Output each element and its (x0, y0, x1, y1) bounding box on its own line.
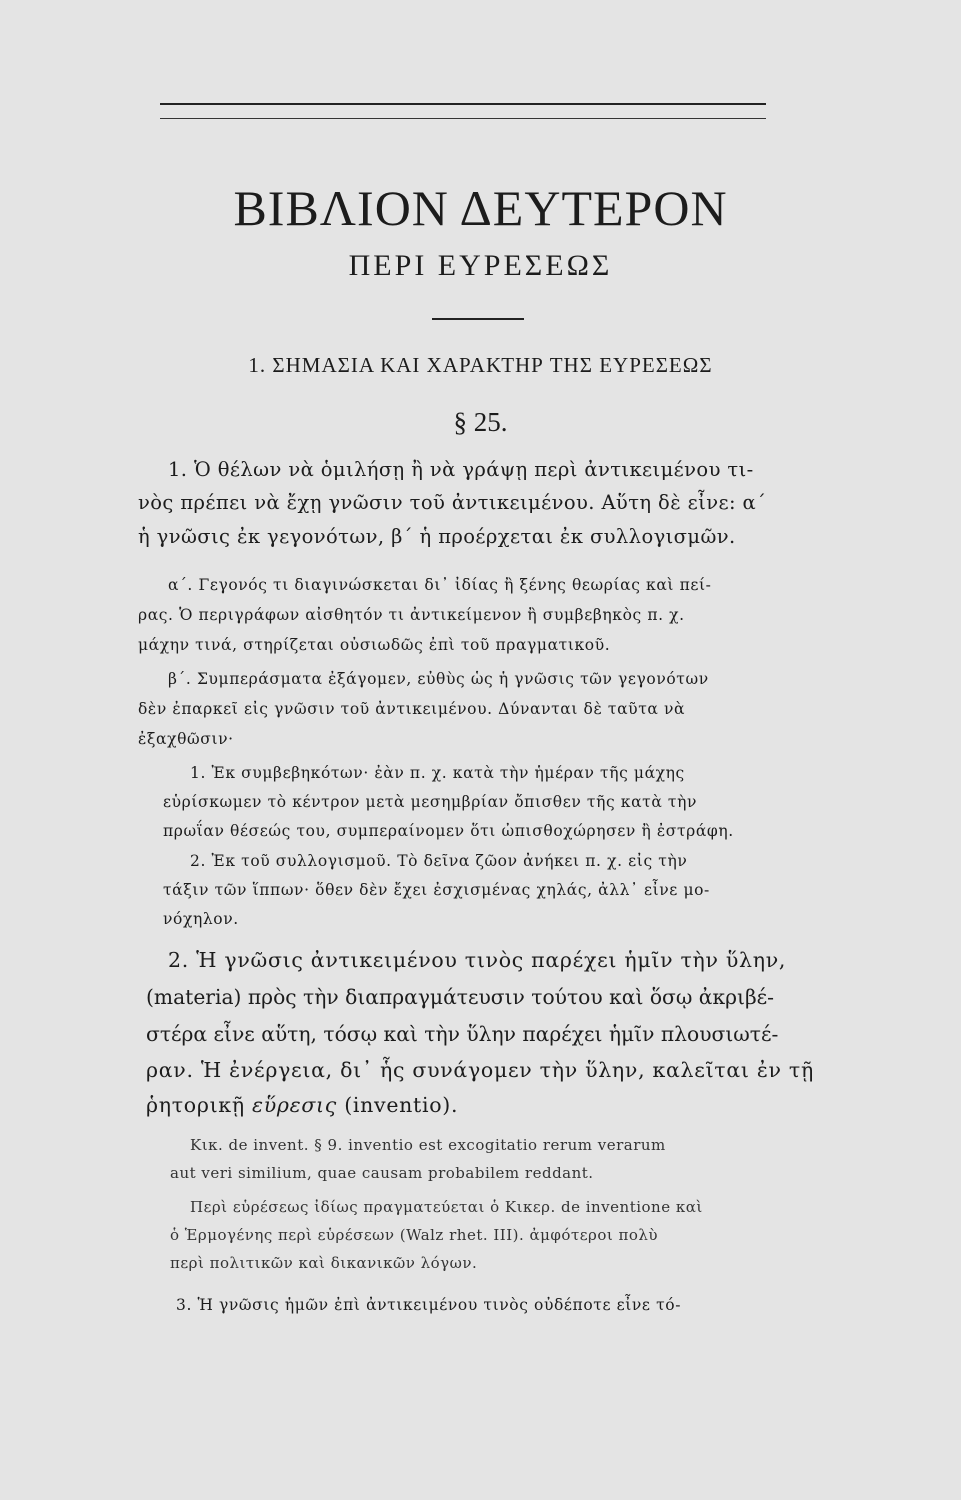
text-line: νὸς πρέπει νὰ ἔχῃ γνῶσιν τοῦ ἀντικειμένου. Αὕτη δὲ εἶνε: α΄ (138, 491, 767, 514)
text-line: πρωΐαν θέσεώς του, συμπεραίνομεν ὅτι ὠπισθοχώρησεν ἢ ἐστράφη. (163, 822, 734, 840)
text-line: 3. Ἡ γνῶσις ἡμῶν ἐπὶ ἀντικειμένου τινὸς οὐδέποτε εἶνε τό- (176, 1296, 682, 1314)
term-heuresis: εὕρεσις (252, 1093, 337, 1117)
text-line: νόχηλον. (163, 910, 239, 928)
text-line: ἡ γνῶσις ἐκ γεγονότων, β΄ ἡ προέρχεται ἐκ συλλογισμῶν. (138, 525, 736, 548)
text-line: τάξιν τῶν ἵππων· ὅθεν δὲν ἔχει ἐσχισμένας χηλάς, ἀλλ᾿ εἶνε μο- (163, 881, 710, 899)
text-line: στέρα εἶνε αὕτη, τόσῳ καὶ τὴν ὕλην παρέχει ἡμῖν πλουσιωτέ- (146, 1022, 779, 1046)
chapter-heading: 1. ΣΗΜΑΣΙΑ ΚΑΙ ΧΑΡΑΚΤΗΡ ΤΗΣ ΕΥΡΕΣΕΩΣ (248, 353, 713, 377)
section-number: § 25. (453, 407, 508, 437)
book-title: ΒΙΒΛΙΟΝ ΔΕΥΤΕΡΟΝ (233, 180, 728, 236)
note-line: ὁ Ἑρμογένης περὶ εὑρέσεων (Walz rhet. III). ἀμφότεροι πολὺ (170, 1226, 659, 1244)
book-subtitle: ΠΕΡΙ ΕΥΡΕΣΕΩΣ (348, 249, 613, 282)
text-line: ἐξαχθῶσιν· (138, 730, 234, 748)
text-line: ραν. Ἡ ἐνέργεια, δι᾿ ἧς συνάγομεν τὴν ὕλην, καλεῖται ἐν τῇ (146, 1058, 814, 1082)
note-line: περὶ πολιτικῶν καὶ δικανικῶν λόγων. (170, 1254, 478, 1272)
text-line: 2. Ἐκ τοῦ συλλογισμοῦ. Τὸ δεῖνα ζῶον ἀνήκει π. χ. εἰς τὴν (190, 852, 688, 870)
text-line: β΄. Συμπεράσματα ἐξάγομεν, εὐθὺς ὡς ἡ γνῶσις τῶν γεγονότων (168, 670, 709, 688)
top-rule-thick (160, 103, 766, 105)
text-line: 2. Ἡ γνῶσις ἀντικειμένου τινὸς παρέχει ἡμῖν τὴν ὕλην, (168, 948, 787, 972)
text-line: 1. Ὁ θέλων νὰ ὁμιλήσῃ ἢ νὰ γράψῃ περὶ ἀντικειμένου τι- (168, 458, 754, 481)
text-line: 1. Ἐκ συμβεβηκότων· ἐὰν π. χ. κατὰ τὴν ἡμέραν τῆς μάχης (190, 764, 685, 782)
text-line: εὑρίσκωμεν τὸ κέντρον μετὰ μεσημβρίαν ὄπισθεν τῆς κατὰ τὴν (163, 793, 697, 811)
text-line: ρας. Ὁ περιγράφων αἰσθητόν τι ἀντικείμενον ἢ συμβεβηκὸς π. χ. (138, 606, 685, 624)
text-line (146, 1090, 458, 1120)
text-line: δὲν ἐπαρκεῖ εἰς γνῶσιν τοῦ ἀντικειμένου. Δύνανται δὲ ταῦτα νὰ (138, 700, 686, 718)
text-line: (materia) πρὸς τὴν διαπραγμάτευσιν τούτου καὶ ὅσῳ ἀκριβέ- (146, 985, 775, 1009)
center-rule (432, 318, 524, 320)
note-line: Περὶ εὑρέσεως ἰδίως πραγματεύεται ὁ Κικερ. de inventione καὶ (190, 1198, 703, 1216)
top-rule-thin (160, 118, 766, 119)
term-inventio: (inventio). (344, 1093, 459, 1117)
term-rhetoric: ῥητορικῇ (146, 1093, 245, 1117)
text-line: α΄. Γεγονός τι διαγινώσκεται δι᾿ ἰδίας ἢ ξένης θεωρίας καὶ πεί- (168, 576, 712, 594)
note-line: Κικ. de invent. § 9. inventio est excogitatio rerum verarum (190, 1136, 666, 1154)
note-line: aut veri similium, quae causam probabilem reddant. (170, 1164, 594, 1182)
text-line: μάχην τινά, στηρίζεται οὐσιωδῶς ἐπὶ τοῦ πραγματικοῦ. (138, 636, 611, 654)
